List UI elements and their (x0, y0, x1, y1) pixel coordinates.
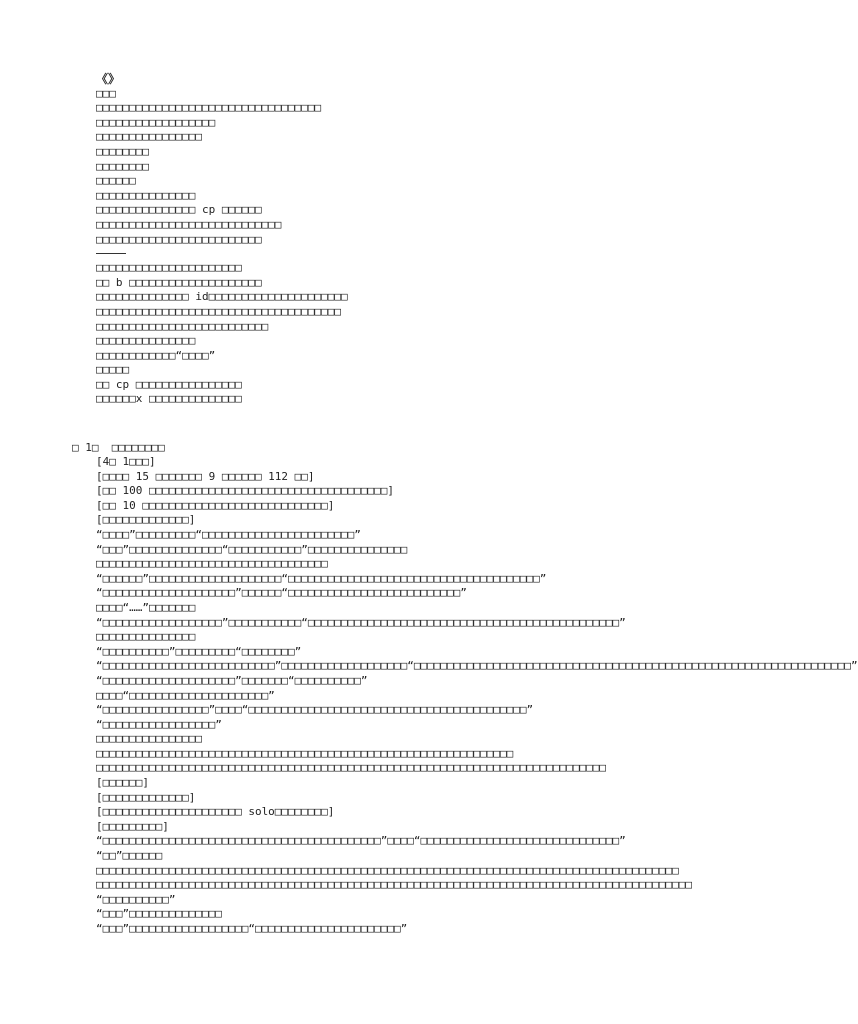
intro-section (96, 72, 736, 407)
intro-line: □□□□□□x □□□□□□□□□□□□□□ (96, 392, 242, 406)
intro-line: □□ cp □□□□□□□□□□□□□□□□ (96, 377, 242, 391)
intro-line: □□□□□□□□□□□□□□□□□□□□□□□□□□ (96, 319, 269, 333)
body-line: □□□□□□□□□□□□□□□□□□□□□□□□□□□□□□□□□□□□□□□□□□□□□□□□□□□□□□□□□□□□□□□ (96, 746, 514, 760)
intro-line: □□□□□□□□□□□□□□□□ (96, 130, 202, 144)
body-line: [□□□□□□□□□□□□□□□□□□□□□ solo□□□□□□□□] (96, 805, 335, 819)
body-line: [□□ 100 □□□□□□□□□□□□□□□□□□□□□□□□□□□□□□□□□□□□] (96, 484, 395, 498)
intro-line: □□□□□□□□□□□□“□□□□” (96, 348, 216, 362)
body-line: “□□□□□□□□□□□□□□□□□□□□□□□□□□□□□□□□□□□□□□□□□□”□□□□“□□□□□□□□□□□□□□□□□□□□□□□□□□□□□□” (96, 834, 626, 848)
body-line: [□□□□□□□□□□□□□] (96, 513, 196, 527)
body-line: [□□□□□□□□□] (96, 819, 169, 833)
intro-line: □□□□□□□□□□□□□□□ (96, 188, 196, 202)
body-line: “□□□□□□”□□□□□□□□□□□□□□□□□□□□“□□□□□□□□□□□□□□□□□□□□□□□□□□□□□□□□□□□□□□” (96, 571, 547, 585)
intro-line: □□□□□□□□□□□□□□□ (96, 334, 196, 348)
body-line: “□□□□”□□□□□□□□□“□□□□□□□□□□□□□□□□□□□□□□□” (96, 527, 361, 541)
body-line: “□□□□□□□□□□□□□□□□□□□□□□□□□□”□□□□□□□□□□□□□□□□□□□“□□□□□□□□□□□□□□□□□□□□□□□□□□□□□□□□□□□□□□□□□□□□□□□□□□□□□□□□□□□□□□□□□□” (96, 659, 858, 673)
body-line: “□□□□□□□□□□”□□□□□□□□□“□□□□□□□□” (96, 644, 302, 658)
body-line: “□□□”□□□□□□□□□□□□□□□□□□“□□□□□□□□□□□□□□□□□□□□□□” (96, 922, 408, 935)
body-line: “□□□□□□□□□□□□□□□□□□□□”□□□□□□“□□□□□□□□□□□□□□□□□□□□□□□□□□” (96, 586, 467, 600)
body-line: “□□□”□□□□□□□□□□□□□□ (96, 907, 222, 921)
title-mark: 《》 (96, 72, 121, 86)
intro-lines (96, 87, 736, 248)
body-line: □□□□“……”□□□□□□□ (96, 600, 196, 614)
intro-line: □□□□□□□□□□□□□□□□□□□□□□□□□□□□□□□□□□ (96, 101, 322, 115)
body-line: □□□□□□□□□□□□□□□□ (96, 732, 202, 746)
body-line: □□□□□□□□□□□□□□□□□□□□□□□□□□□□□□□□□□□□□□□□□□□□□□□□□□□□□□□□□□□□□□□□□□□□□□□□□□□□□□□□□□□□□□□□ (96, 863, 679, 877)
body-line: “□□□□□□□□□□□□□□□□□” (96, 717, 222, 731)
intro-line: □□□□□□□□□□□□□□□□□□□□□□□□□ (96, 232, 262, 246)
body-line: □□□□□□□□□□□□□□□□□□□□□□□□□□□□□□□□□□□ (96, 557, 328, 571)
intro-line: □□□□□□ (96, 174, 136, 188)
chapter-heading: □ 1□ □□□□□□□□ (72, 441, 165, 454)
intro-line: □□□□□ (96, 363, 130, 377)
intro-lines-after-rule (96, 261, 736, 407)
body-line: “□□□□□□□□□□□□□□□□”□□□□“□□□□□□□□□□□□□□□□□□□□□□□□□□□□□□□□□□□□□□□□□□” (96, 703, 534, 717)
section-divider (96, 253, 126, 254)
body-line: “□□”□□□□□□ (96, 849, 163, 863)
body-line: [□□□□ 15 □□□□□□□ 9 □□□□□□ 112 □□] (96, 469, 315, 483)
intro-line: □□□□□□□□□□□□□□□□□□□□□□ (96, 261, 242, 275)
chapter-body (96, 455, 858, 937)
intro-line: □□□ (96, 86, 116, 100)
body-line: “□□□□□□□□□□” (96, 892, 176, 906)
body-line: □□□□□□□□□□□□□□□ (96, 630, 196, 644)
intro-line: □□□□□□□□□□□□□□ id□□□□□□□□□□□□□□□□□□□□□ (96, 290, 348, 304)
intro-line: □□□□□□□□□□□□□□□□□□□□□□□□□□□□ (96, 217, 282, 231)
body-line: [□□ 10 □□□□□□□□□□□□□□□□□□□□□□□□□□□□] (96, 498, 335, 512)
body-line: □□□□□□□□□□□□□□□□□□□□□□□□□□□□□□□□□□□□□□□□□□□□□□□□□□□□□□□□□□□□□□□□□□□□□□□□□□□□□ (96, 761, 606, 775)
body-line: □□□□□□□□□□□□□□□□□□□□□□□□□□□□□□□□□□□□□□□□□□□□□□□□□□□□□□□□□□□□□□□□□□□□□□□□□□□□□□□□□□□□□□□□□□ (96, 878, 693, 892)
intro-line: □□□□□□□□ (96, 159, 149, 173)
body-line: “□□□□□□□□□□□□□□□□□□□□”□□□□□□□“□□□□□□□□□□” (96, 673, 368, 687)
body-line: □□□□“□□□□□□□□□□□□□□□□□□□□□” (96, 688, 275, 702)
intro-line: □□□□□□□□ (96, 144, 149, 158)
intro-line: □□□□□□□□□□□□□□□ cp □□□□□□ (96, 203, 262, 217)
body-line: [□□□□□□□□□□□□□] (96, 790, 196, 804)
intro-line: □□□□□□□□□□□□□□□□□□ (96, 115, 216, 129)
body-line: “□□□”□□□□□□□□□□□□□□“□□□□□□□□□□□”□□□□□□□□□□□□□□□ (96, 542, 408, 556)
body-line: [4□ 1□□□] (96, 455, 156, 468)
intro-line: □□ b □□□□□□□□□□□□□□□□□□□□ (96, 275, 262, 289)
intro-line: □□□□□□□□□□□□□□□□□□□□□□□□□□□□□□□□□□□□□ (96, 304, 342, 318)
body-line: [□□□□□□] (96, 776, 149, 790)
body-line: “□□□□□□□□□□□□□□□□□□”□□□□□□□□□□□“□□□□□□□□□□□□□□□□□□□□□□□□□□□□□□□□□□□□□□□□□□□□□□□” (96, 615, 626, 629)
